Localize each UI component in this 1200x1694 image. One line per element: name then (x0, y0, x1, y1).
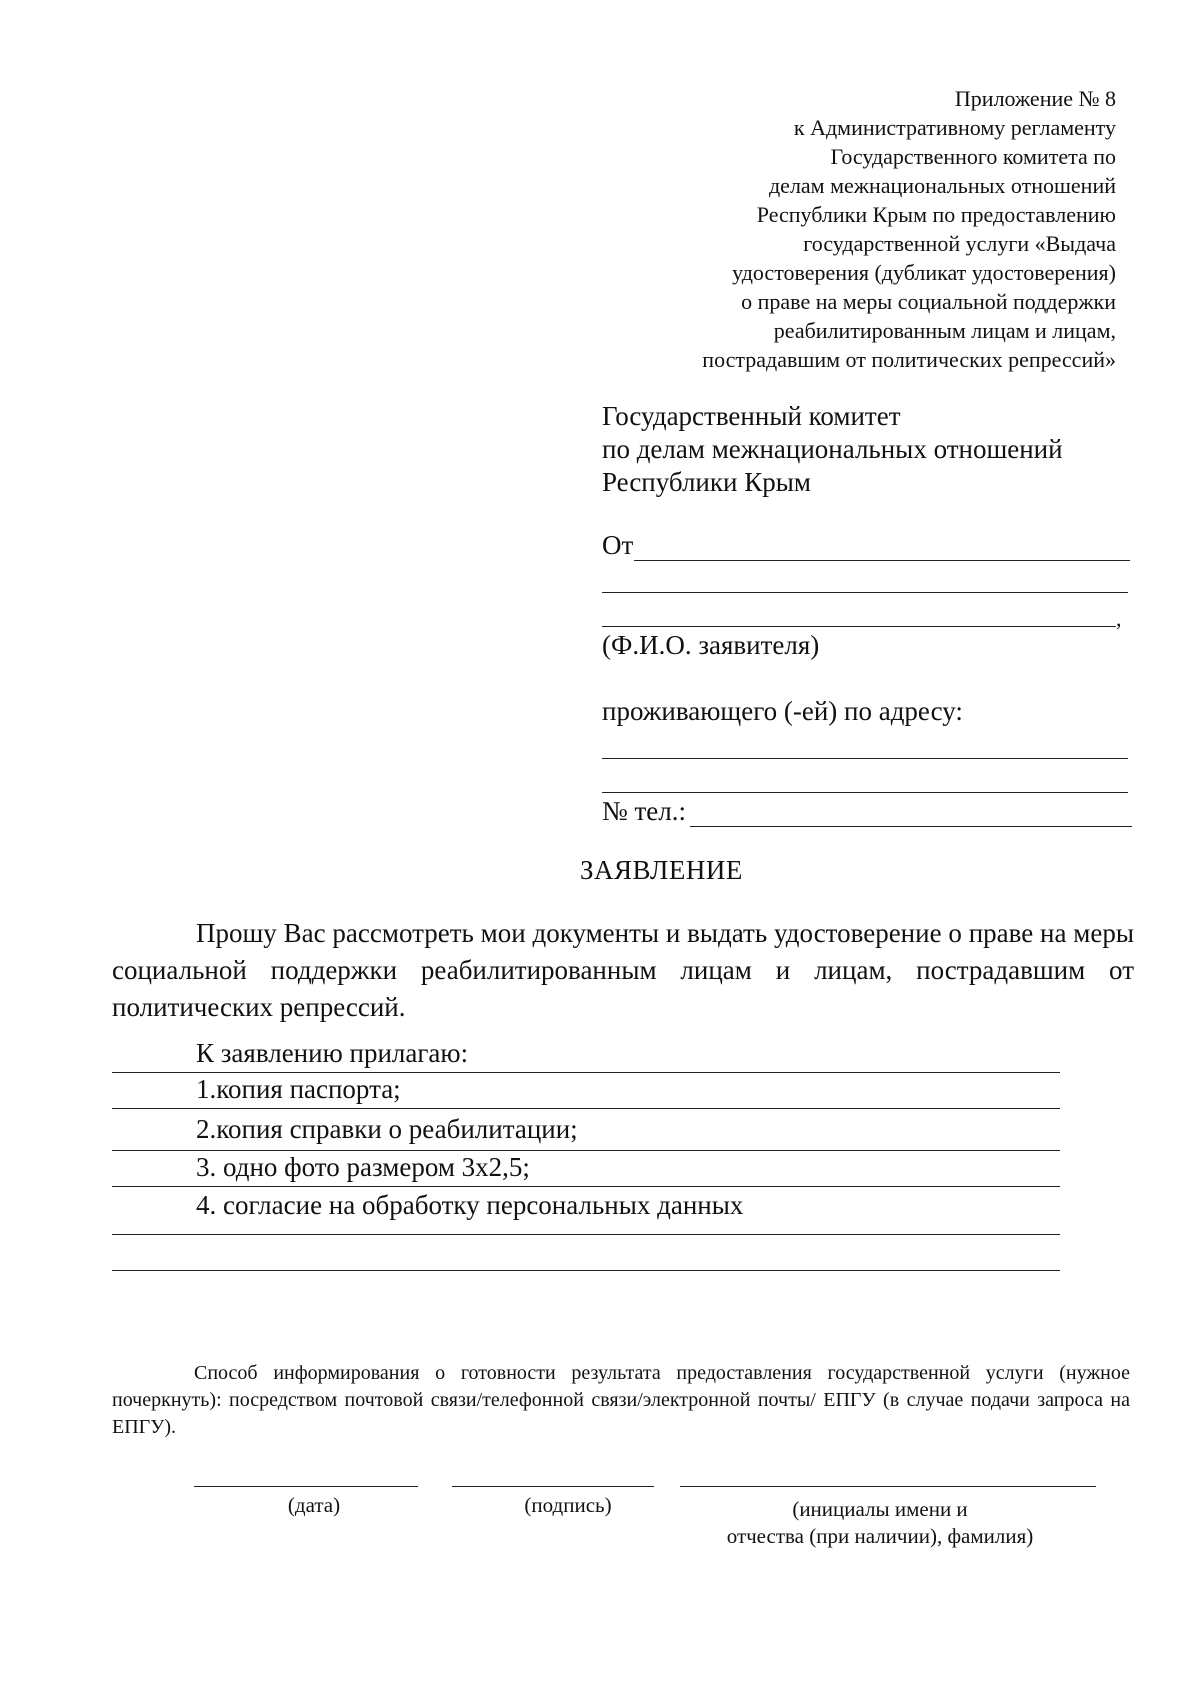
signature-field-line[interactable] (452, 1486, 654, 1487)
notification-method (112, 1360, 1130, 1441)
appendix-line: делам межнациональных отношений (768, 173, 1116, 198)
applicant-name-field-line-3[interactable] (602, 626, 1116, 627)
appendix-line: пострадавшим от политических репрессий» (702, 347, 1116, 372)
appendix-line: реабилитированным лицам и лицам, (773, 318, 1116, 343)
from-label: От (602, 530, 634, 560)
appendix-line: Государственного комитета по (830, 144, 1116, 169)
addressee-line: Государственный комитет (602, 401, 901, 431)
attachment-item: 3. одно фото размером 3х2,5; (196, 1152, 530, 1182)
appendix-reference (596, 84, 1116, 374)
addressee-block (602, 400, 1063, 499)
comma-mark: , (1116, 606, 1122, 631)
appendix-line: к Административному регламенту (793, 115, 1116, 140)
attachment-rule (112, 1186, 1060, 1187)
address-field-line-1[interactable] (602, 758, 1128, 759)
name-caption-line-1: (инициалы имени и (792, 1497, 968, 1521)
phone-field-line[interactable] (690, 826, 1132, 827)
attachment-item: 2.копия справки о реабилитации; (196, 1114, 578, 1144)
attachment-item: 1.копия паспорта; (196, 1074, 401, 1104)
date-field-line[interactable] (194, 1486, 418, 1487)
attachment-blank-line[interactable] (112, 1234, 1060, 1235)
attachment-rule (112, 1072, 1060, 1073)
applicant-name-field-line-1[interactable] (634, 560, 1130, 561)
attachment-rule (112, 1150, 1060, 1151)
attachment-item: 4. согласие на обработку персональных данных (196, 1190, 744, 1220)
appendix-line: государственной услуги «Выдача (803, 231, 1116, 256)
applicant-name-field-line-2[interactable] (602, 592, 1128, 593)
appendix-line: о праве на меры социальной поддержки (741, 289, 1116, 314)
attachment-rule (112, 1108, 1060, 1109)
date-caption: (дата) (287, 1493, 341, 1517)
address-label: проживающего (-ей) по адресу: (602, 696, 963, 726)
name-field-line[interactable] (680, 1486, 1096, 1487)
appendix-line: Республики Крым по предоставлению (756, 202, 1116, 227)
addressee-line: по делам межнациональных отношений (602, 434, 1063, 464)
addressee-line: Республики Крым (602, 467, 811, 497)
address-field-line-2[interactable] (602, 792, 1128, 793)
attachment-blank-line[interactable] (112, 1270, 1060, 1271)
fio-caption: (Ф.И.О. заявителя) (602, 630, 820, 660)
name-caption-line-2: отчества (при наличии), фамилия) (726, 1524, 1034, 1548)
appendix-line: Приложение № 8 (954, 86, 1116, 111)
appendix-line: удостоверения (дубликат удостоверения) (732, 260, 1116, 285)
request-text: Прошу Вас рассмотреть мои документы и выдать удостоверение о праве на меры социальной поддержки реабилитированным лицам и лицам, пострадавшим от политических репрессий. (112, 918, 1134, 1022)
attachments-intro: К заявлению прилагаю: (196, 1038, 469, 1068)
request-body (112, 915, 1134, 1026)
notification-text: Способ информирования о готовности результата предоставления государственной услуги (нужное почеркнуть): посредством почтовой связи/телефонной связи/электронной почты/ ЕПГУ (в случае подачи запроса на ЕПГУ). (112, 1362, 1130, 1438)
phone-label: № тел.: (602, 796, 687, 826)
document-title: ЗАЯВЛЕНИЕ (580, 855, 743, 885)
signature-caption: (подпись) (524, 1493, 612, 1517)
